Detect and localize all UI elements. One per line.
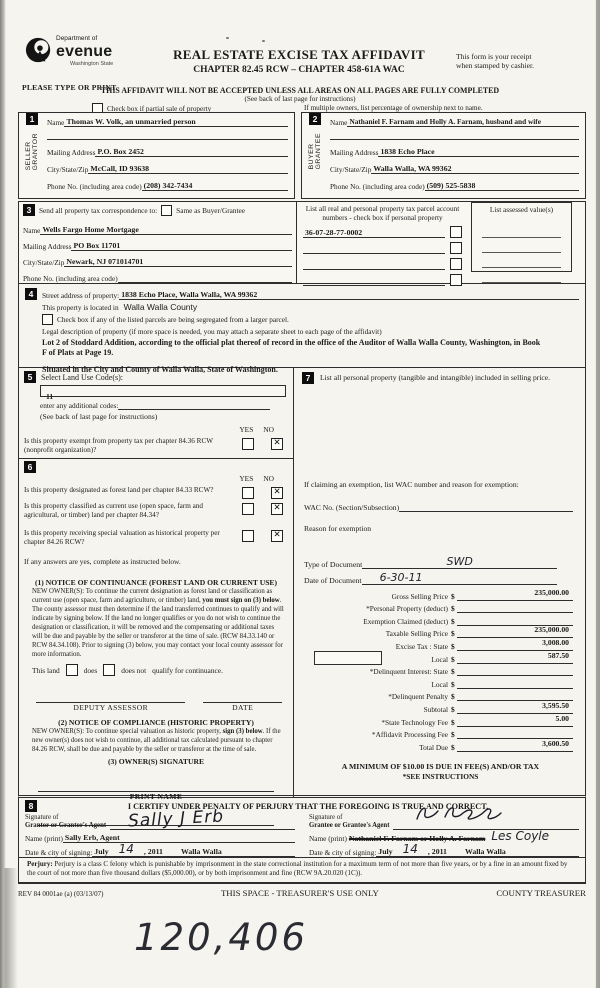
forest-land-question: Is this property designated as forest land per chapter 84.33 RCW? xyxy=(24,486,214,494)
subtotal-field[interactable]: 3,595.50 xyxy=(457,695,573,714)
wac-number-label: WAC No. (Section/Subsection) xyxy=(304,503,400,512)
seller-role-label: SELLER xyxy=(24,141,32,171)
qualify-prefix: This land xyxy=(32,665,60,675)
state-technology-fee-field[interactable]: 5.00 xyxy=(457,708,573,727)
section-2-badge: 2 xyxy=(309,113,321,125)
date-of-document-label: Date of Document xyxy=(304,576,362,585)
corr-phone-label: Phone No. (including area code) xyxy=(23,274,118,283)
scan-speck xyxy=(226,37,229,39)
form-subtitle: CHAPTER 82.45 RCW – CHAPTER 458-61A WAC xyxy=(193,65,405,75)
if-yes-note: If any answers are yes, complete as instructed below. xyxy=(24,557,181,567)
type-of-document-value: SWD xyxy=(446,555,473,568)
seller-csz-label: City/State/Zip xyxy=(47,165,89,174)
minimum-fee-note: A MINIMUM OF $10.00 IS DUE IN FEE(S) AND/OR TAX xyxy=(341,761,540,771)
exempt-no-checkbox[interactable] xyxy=(271,438,283,450)
footer xyxy=(18,888,586,898)
acceptance-warning: THIS AFFIDAVIT WILL NOT BE ACCEPTED UNLESS ALL AREAS ON ALL PAGES ARE FULLY COMPLETED xyxy=(100,86,500,95)
parcel-row xyxy=(303,254,462,270)
parcel-header-line1: List all real and personal property tax parcel account xyxy=(305,204,460,213)
assessed-values-box xyxy=(471,202,572,272)
grantor-sig-label-2: Grantor or Grantor's Agent xyxy=(25,821,107,829)
see-back-note: (See back of last page for instructions) xyxy=(244,95,356,103)
exempt-question: Is this property exempt from property tax per chapter 84.36 RCW (nonprofit organization)? xyxy=(24,437,213,455)
notice-continuance-body: NEW OWNER(S): To continue the current designation as forest land or classification as current use (open space, farm and agriculture, or timber) land, you must sign on (3) below. The county assessor must then determine if the land transferred continues to qualify and will indicate by signing below. If the land no longer qualifies or you do not wish to continue the designation or classification, it will be removed and the compensating or additional taxes will be due and payable by the seller or transferor at the time of sale. (RCW 84.33.140 or RCW 84.34.108). Prior to signing (3) below, you may contact your local county assessor for more information. xyxy=(32,588,284,659)
fin-row-total-due: Total Due $ 3,600.50 xyxy=(300,739,573,752)
type-of-document-field[interactable] xyxy=(362,555,557,569)
taxable-selling-price-field[interactable]: 235,000.00 xyxy=(457,619,573,638)
forest-land-section xyxy=(19,459,293,828)
selling-price-section xyxy=(294,368,587,798)
buyer-name-value: Nathaniel F. Farnam and Holly A. Farnam, husband and wife xyxy=(349,117,541,126)
situated-line: Situated in the City and County of Walla Walla, State of Washington. xyxy=(42,364,278,374)
logo-dept-text: Department of xyxy=(56,35,98,42)
buyer-name-field[interactable] xyxy=(347,116,579,127)
historical-no-checkbox[interactable] xyxy=(271,530,283,542)
grantor-print-value: Sally Erb, Agent xyxy=(64,833,120,842)
treasurer-use-box xyxy=(314,651,382,665)
logo-state-text: Washington State xyxy=(70,60,114,67)
notice-continuance-title: (1) NOTICE OF CONTINUANCE (FOREST LAND OR CURRENT USE) xyxy=(34,578,278,588)
fin-row-exemption: Exemption Claimed (deduct) $ xyxy=(300,613,573,626)
buyer-mailing-label: Mailing Address xyxy=(330,148,379,157)
owners-signature-field[interactable] xyxy=(38,779,274,792)
fin-row-delinquent-penalty: *Delinquent Penalty $ xyxy=(300,689,573,702)
assessed-value-field-4[interactable] xyxy=(482,268,561,283)
seller-mailing-label: Mailing Address xyxy=(47,148,96,157)
scan-edge-left xyxy=(0,0,6,988)
legal-description-value: Lot 2 of Stoddard Addition, according to the official plat thereof of record in the office of the Auditor of Walla Walla County, Washington, in Book F of Plats at Page 19. xyxy=(42,338,541,358)
street-address-value: 1838 Echo Place, Walla Walla, WA 99362 xyxy=(121,290,258,299)
segregated-label: Check box if any of the listed parcels are being segregated from a larger parcel. xyxy=(57,315,289,324)
yes-header: YES xyxy=(239,425,254,434)
grantee-print-handwritten: Les Coyle xyxy=(491,829,550,843)
same-as-buyer-label: Same as Buyer/Grantee xyxy=(176,205,246,215)
grantor-print-label: Name (print) xyxy=(25,834,63,843)
yes-header-2: YES xyxy=(239,474,254,483)
corr-csz-value: Newark, NJ 071014701 xyxy=(66,257,144,266)
does-not-qualify-checkbox[interactable] xyxy=(103,664,115,676)
historical-question: Is this property receiving special valuation as historical property per chapter 84.26 RCW? xyxy=(24,528,220,547)
buyer-role-label: BUYER xyxy=(307,143,315,170)
fin-row-tech-fee: *State Technology Fee $ 5.00 xyxy=(300,714,573,727)
parcel-field-3[interactable] xyxy=(303,269,445,270)
segregated-checkbox[interactable] xyxy=(42,314,53,325)
corr-mailing-value: PO Box 11701 xyxy=(73,241,121,250)
seller-name-value: Thomas W. Volk, an unmarried person xyxy=(66,117,196,126)
corr-csz-field[interactable] xyxy=(64,256,292,267)
corr-mailing-label: Mailing Address xyxy=(23,242,72,251)
notice-compliance-title: (2) NOTICE OF COMPLIANCE (HISTORIC PROPERTY) xyxy=(58,718,254,728)
grantee-print-field[interactable] xyxy=(347,829,579,843)
personal-property-checkbox-2[interactable] xyxy=(450,242,462,254)
fin-row-gross: Gross Selling Price $ 235,000.00 xyxy=(300,588,573,601)
assessor-date-field[interactable] xyxy=(203,690,282,703)
treasurer-stamp-number: 120,406 xyxy=(134,916,309,959)
section-5-badge: 5 xyxy=(24,371,36,383)
partial-sale-label: Check box if partial sale of property xyxy=(107,104,212,113)
owners-signature-label: (3) OWNER(S) SIGNATURE xyxy=(107,757,205,767)
fin-row-subtotal: Subtotal $ 3,595.50 xyxy=(300,701,573,714)
buyer-name-label: Name xyxy=(330,118,348,127)
fin-row-processing-fee: *Affidavit Processing Fee $ xyxy=(300,727,573,740)
reason-exemption-label: Reason for exemption xyxy=(304,524,372,533)
assessed-values-header: List assessed value(s) xyxy=(489,205,554,214)
grantee-date-label: Date & city of signing: xyxy=(309,848,377,857)
parcel-row xyxy=(303,222,462,238)
historical-yes-checkbox[interactable] xyxy=(242,530,254,542)
form-rev-number: REV 84 0001ae (a) (03/13/07) xyxy=(18,890,104,898)
corr-name-field[interactable] xyxy=(40,224,292,235)
buyer-csz-field[interactable] xyxy=(371,163,579,174)
seller-phone-label: Phone No. (including area code) xyxy=(47,182,142,191)
fin-row-delinquent-interest-local: Local $ xyxy=(300,676,573,689)
corr-name-value: Wells Fargo Home Mortgage xyxy=(42,225,139,234)
section-3-badge: 3 xyxy=(23,204,35,216)
send-correspondence-label: Send all property tax correspondence to: xyxy=(39,205,158,215)
perjury-block xyxy=(18,858,586,884)
seller-name-label: Name xyxy=(47,118,65,127)
type-of-document-label: Type of Document xyxy=(304,560,363,569)
grantee-role-label: GRANTEE xyxy=(315,133,322,170)
fin-row-personal: *Personal Property (deduct) $ xyxy=(300,601,573,614)
parcel-header-line2: numbers - check box if personal property xyxy=(322,213,443,223)
section-6-badge: 6 xyxy=(24,461,36,473)
grantor-role-label: GRANTOR xyxy=(32,133,39,171)
buyer-name2-field[interactable] xyxy=(330,129,579,140)
does-qualify-checkbox[interactable] xyxy=(66,664,78,676)
section-1-badge: 1 xyxy=(26,113,38,125)
county-treasurer-label: COUNTY TREASURER xyxy=(496,888,586,898)
fin-row-taxable: Taxable Selling Price $ 235,000.00 xyxy=(300,626,573,639)
grantee-sig-label-2: Grantee or Grantee's Agent xyxy=(309,821,390,829)
assessed-value-field-3[interactable] xyxy=(482,253,561,268)
deputy-assessor-field[interactable] xyxy=(36,690,185,703)
seller-mailing-field[interactable] xyxy=(95,146,288,157)
located-in-value: Walla Walla County xyxy=(123,302,198,312)
personal-property-title: List all personal property (tangible and intangible) included in selling price. xyxy=(320,373,551,382)
affidavit-page xyxy=(4,0,596,988)
fin-row-excise-state: Excise Tax : State $ 3,008.00 xyxy=(300,638,573,651)
legal-description-label: Legal description of property (if more space is needed, you may attach a separate sheet to each page of the affidavit) xyxy=(42,327,382,336)
seller-phone-field[interactable] xyxy=(142,180,288,191)
gross-selling-price-field[interactable]: 235,000.00 xyxy=(457,582,573,601)
deputy-assessor-label: DEPUTY ASSESSOR xyxy=(73,703,149,713)
forest-yes-checkbox[interactable] xyxy=(242,487,254,499)
see-instructions-note: *SEE INSTRUCTIONS xyxy=(402,771,479,781)
personal-property-checkbox-1[interactable] xyxy=(450,226,462,238)
grantee-signature-scrawl xyxy=(413,804,503,829)
current-use-yes-checkbox[interactable] xyxy=(242,503,254,515)
additional-codes-label: enter any additional codes: xyxy=(40,401,119,410)
multiple-owners-note: If multiple owners, list percentage of ownership next to name. xyxy=(304,104,483,112)
grantor-date-day: 14 xyxy=(118,842,134,856)
grantor-date-field[interactable]: July 14 , 2011 Walla Walla xyxy=(92,842,295,857)
dor-logo xyxy=(24,36,134,69)
middle-columns xyxy=(18,368,586,802)
seller-phone-value: (208) 342-7434 xyxy=(143,181,193,190)
parcel-row xyxy=(303,238,462,254)
see-back-note-2: (See back of last page for instructions) xyxy=(40,412,158,421)
qualify-suffix: qualify for continuance. xyxy=(152,665,223,675)
grantee-date-day: 14 xyxy=(402,842,418,856)
notice-compliance-body: NEW OWNER(S): To continue special valuation as historic property, sign (3) below. If the new owner(s) does not wish to continue, all additional tax calculated pursuant to chapter 84.26 RCW, shall be due and payable by the seller or transferor at the time of sale. xyxy=(32,728,281,754)
please-type-label: PLEASE TYPE OR PRINT xyxy=(22,83,117,92)
corr-csz-label: City/State/Zip xyxy=(23,258,65,267)
wac-number-field[interactable] xyxy=(399,501,573,512)
buyer-mailing-field[interactable] xyxy=(378,146,579,157)
revenue-logo-icon xyxy=(24,36,54,69)
located-in-label: This property is located in xyxy=(42,303,119,312)
personal-property-checkbox-3[interactable] xyxy=(450,258,462,270)
seller-section xyxy=(18,112,295,199)
print-name-label: PRINT NAME xyxy=(129,792,183,802)
grantor-signature-field[interactable] xyxy=(110,806,295,832)
seller-name-field[interactable] xyxy=(64,116,288,127)
buyer-phone-field[interactable] xyxy=(425,180,579,191)
total-due-field[interactable]: 3,600.50 xyxy=(457,733,573,752)
excise-tax-local-field[interactable]: 587.50 xyxy=(457,645,573,664)
grantor-city: Walla Walla xyxy=(180,847,222,856)
corr-mailing-field[interactable] xyxy=(71,240,292,251)
current-use-question: Is this property classified as current use (open space, farm and agricultural, or timber) land per chapter 84.34? xyxy=(24,502,204,520)
receipt-note-line1: This form is your receipt xyxy=(456,52,532,61)
forest-no-checkbox[interactable] xyxy=(271,487,283,499)
seller-name2-field[interactable] xyxy=(47,129,288,140)
no-header: NO xyxy=(263,425,274,434)
corr-phone-field[interactable] xyxy=(118,272,292,283)
revenue-wordmark: evenue xyxy=(56,42,113,60)
treasurer-use-only-label: THIS SPACE - TREASURER'S USE ONLY xyxy=(220,888,379,898)
grantor-signature: Sally J Erb xyxy=(127,806,225,832)
grantee-signature-field[interactable] xyxy=(393,804,579,830)
land-use-code-value: 11 xyxy=(46,392,54,401)
street-address-label: Street address of property: xyxy=(42,291,120,300)
excise-tax-state-field[interactable]: 3,008.00 xyxy=(457,632,573,651)
grantee-print-label: Name (print) xyxy=(309,834,347,843)
scan-speck xyxy=(262,40,265,42)
assessed-value-field-2[interactable] xyxy=(482,238,561,253)
seller-csz-value: McCall, ID 93638 xyxy=(90,164,150,173)
corr-name-label: Name xyxy=(23,226,41,235)
parcel-field-2[interactable] xyxy=(303,253,445,254)
buyer-phone-value: (509) 525-5838 xyxy=(426,181,476,190)
section-4-badge: 4 xyxy=(25,288,37,300)
grantee-city: Walla Walla xyxy=(464,847,506,856)
land-use-section xyxy=(19,368,293,459)
buyer-phone-label: Phone No. (including area code) xyxy=(330,182,425,191)
land-use-code-field[interactable] xyxy=(40,385,286,401)
grantee-print-struck: Nathaniel F. Farnam or Holly A. Farnam xyxy=(348,834,486,843)
certification-section xyxy=(18,798,586,858)
scan-edge-right xyxy=(595,0,600,988)
buyer-mailing-value: 1838 Echo Place xyxy=(380,147,435,156)
section-7-badge: 7 xyxy=(302,372,314,384)
buyer-csz-value: Walla Walla, WA 99362 xyxy=(373,164,452,173)
fin-row-delinquent-interest-state: *Delinquent Interest: State $ xyxy=(300,664,573,677)
assessed-value-field-1[interactable] xyxy=(482,223,561,238)
seller-csz-field[interactable] xyxy=(88,163,288,174)
fin-row-local: Local $ 587.50 xyxy=(300,651,573,664)
date-of-document-value: 6-30-11 xyxy=(379,571,423,584)
seller-mailing-value: P.O. Box 2452 xyxy=(97,147,144,156)
current-use-no-checkbox[interactable] xyxy=(271,503,283,515)
property-description-section xyxy=(18,284,586,374)
receipt-note-line2: when stamped by cashier. xyxy=(456,61,535,71)
parcel-field-1[interactable] xyxy=(303,228,445,238)
certify-statement: I CERTIFY UNDER PENALTY OF PERJURY THAT THE FOREGOING IS TRUE AND CORRECT. xyxy=(127,801,489,811)
does-not-label: does not xyxy=(121,665,147,675)
grantor-date-label: Date & city of signing: xyxy=(25,848,93,857)
land-use-title: Select Land Use Code(s): xyxy=(41,372,123,382)
exemption-claim-label: If claiming an exemption, list WAC number and reason for exemption: xyxy=(304,480,519,489)
grantor-sig-label-1: Signature of xyxy=(25,813,59,821)
parcel-value-1: 36-07-28-77-0002 xyxy=(305,228,363,238)
additional-codes-field[interactable] xyxy=(118,399,270,410)
assessor-date-label: DATE xyxy=(232,703,254,713)
exempt-yes-checkbox[interactable] xyxy=(242,438,254,450)
buyer-section xyxy=(301,112,586,199)
no-header-2: NO xyxy=(263,474,274,483)
perjury-text: Perjury: Perjury is a class C felony which is punishable by imprisonment in the state correctional institution for a maximum term of not more than five years, or by a fine in an amount fixed by the court of not more than five thousand dollars ($5,000.00), or by both imprisonment and fine (RCW 9A.20.020 (1C)). xyxy=(27,860,568,878)
scan-smudge xyxy=(4,868,18,988)
grantee-date-field[interactable]: July 14 , 2011 Walla Walla xyxy=(376,842,579,857)
grantee-sig-label-1: Signature of xyxy=(309,813,343,821)
does-label: does xyxy=(83,665,98,675)
buyer-csz-label: City/State/Zip xyxy=(330,165,372,174)
tax-correspondence-section xyxy=(18,201,586,284)
street-address-field[interactable] xyxy=(119,289,579,300)
form-title: REAL ESTATE EXCISE TAX AFFIDAVIT xyxy=(173,47,425,62)
same-as-buyer-checkbox[interactable] xyxy=(161,205,172,216)
section-8-badge: 8 xyxy=(25,800,37,812)
